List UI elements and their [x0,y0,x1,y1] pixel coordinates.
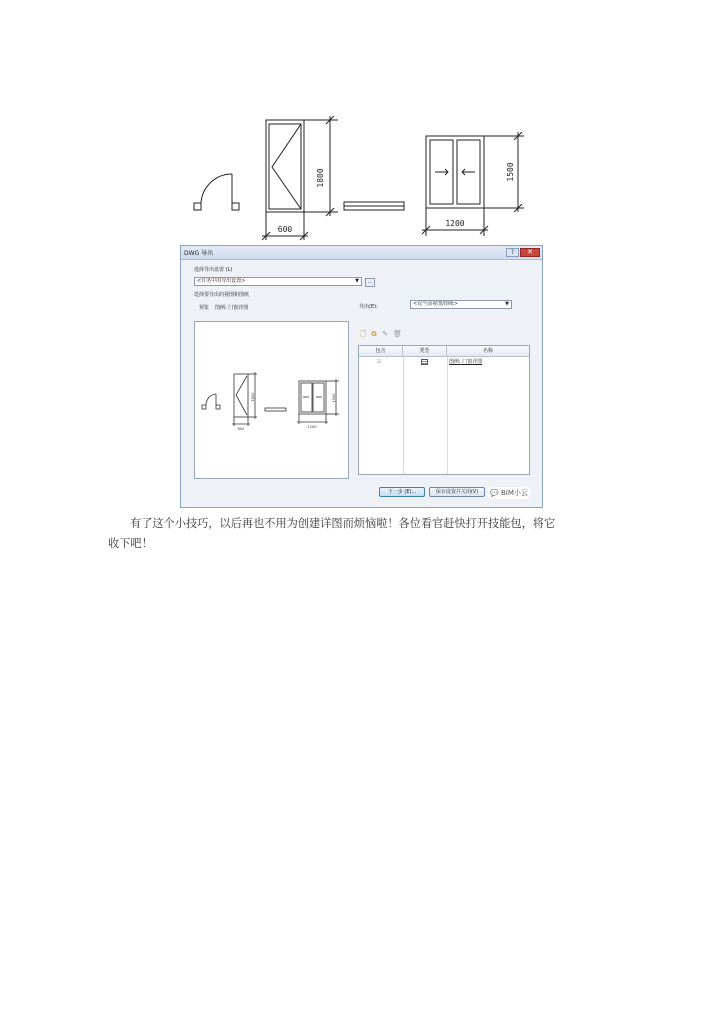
views-grid [358,345,530,475]
export-setup-label: 选择导出设置 (L) [194,267,233,273]
export-range-value: <仅当前视图/图纸> [413,301,459,307]
delete-set-icon[interactable]: 🗑 [393,330,402,338]
dwg-export-dialog [180,245,543,508]
legend-icon [421,359,428,365]
browse-setup-button[interactable]: ... [365,278,375,287]
new-set-icon[interactable]: 🗋 [360,330,366,338]
next-button[interactable]: 下一步 (E)... [379,487,425,497]
export-label: 导出(E): [359,304,378,310]
door-width-label: 600 [277,225,293,234]
dialog-titlebar [181,246,542,260]
help-button[interactable]: ? [506,248,519,257]
window-elevation [422,132,524,236]
door-window-drawing [180,112,540,244]
export-setup-value: <任务中的导出设置> [197,278,246,284]
door-plan-symbol [194,174,239,210]
export-range-dropdown[interactable] [410,300,512,309]
preview-window-height-label: 1500 [332,393,336,403]
tab-preview[interactable]: 预览 [199,305,210,311]
window-width-label: 1200 [445,219,465,228]
dialog-title: DWG 导出 [184,250,214,257]
save-and-close-button[interactable]: 保存设置并关闭(V) [429,487,485,497]
door-height-label: 1800 [316,168,325,188]
chevron-down-icon: ▼ [505,301,509,307]
include-checkbox[interactable]: ☑ [377,359,382,365]
paragraph-line-2: 收下吧！ [108,537,153,550]
tab-legend-door-window[interactable]: 图例: 门窗详图 [215,305,249,311]
watermark [487,487,531,499]
preview-drawing [195,322,348,478]
duplicate-set-icon[interactable]: ⧉ [371,330,377,338]
chevron-down-icon: ▼ [355,278,359,284]
export-setup-dropdown[interactable] [194,277,362,286]
column-divider [447,357,448,474]
table-row[interactable] [359,358,529,366]
wechat-icon: 💬 [490,489,499,497]
column-divider [403,357,404,474]
watermark-text: BIM小云 [500,489,528,497]
row-name: 图例: 门窗详图 [449,359,483,365]
window-height-label: 1500 [506,162,515,182]
preview-door-width-label: 600 [237,427,245,431]
preview-pane [194,321,349,479]
select-views-label: 选择要导出的视图和图纸 [194,292,250,298]
door-elevation [262,116,338,240]
paragraph-line-1: 有了这个小技巧，以后再也不用为创建详图而烦恼啦！各位看官赶快打开技能包，将它 [130,517,556,530]
preview-door-height-label: 1800 [251,392,255,402]
column-header-include[interactable]: 包含 [359,346,403,357]
wall-section [344,202,404,210]
column-header-type[interactable]: 类型 [403,346,447,357]
close-button[interactable]: ✕ [520,248,540,257]
body-paragraph [108,514,618,554]
preview-window-width-label: 1200 [307,425,317,429]
column-header-name[interactable]: 名称 [447,346,529,357]
rename-set-icon[interactable]: ✎ [382,330,388,338]
